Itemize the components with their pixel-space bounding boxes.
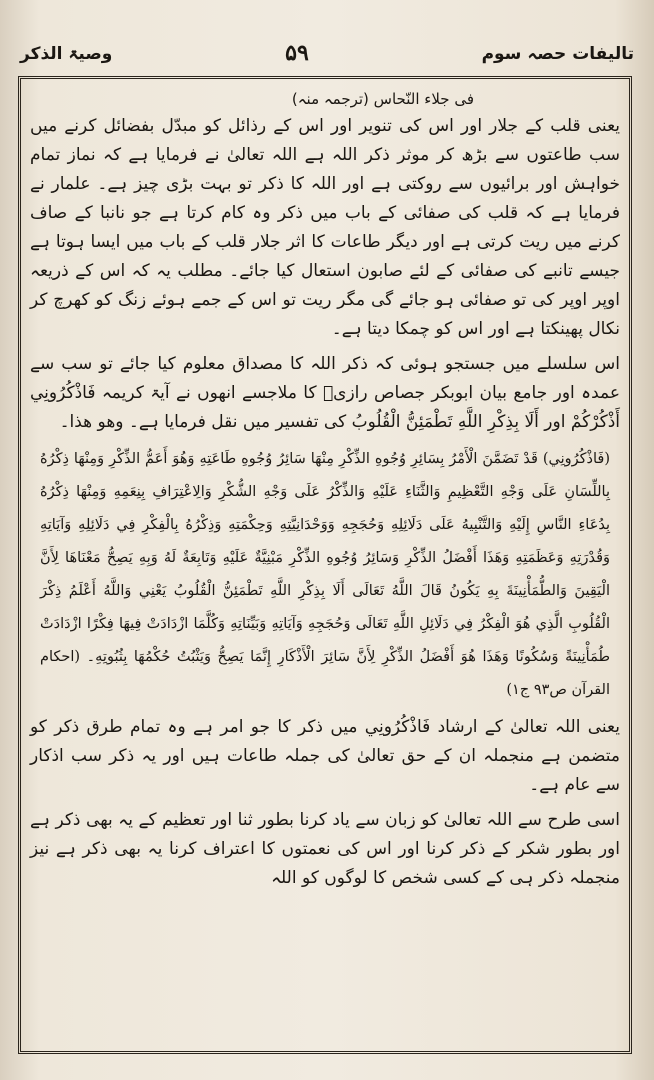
paragraph-1: یعنی قلب کے جلار اور اس کی تنویر اور اس کے رذائل کو مبدّل بفضائل کرنے میں سب طاعتوں سے بڑھ کر موثر ذکر اللہ ہے اللہ تعالیٰ نے فرمایا ہے کہ نماز تمام خواہش اور برائیوں سے روکتی ہے اور اللہ کا ذکر تو بہت بڑی چیز ہے۔ علمار نے فرمایا ہے کہ قلب کی صفائی کے باب میں ذکر وہ کام کرتا ہے جو نانبا کے صاف کرنے میں ریت کرتی ہے اور دیگر طاعات کا اثر جلار قلب کے باب میں ایسا ہوتا ہے جیسے تانبے کی صفائی کے لئے صابون استعال کیا جائے۔ مطلب یہ کہ اس کے ذریعہ اوپر اوپر کی تو صفائی ہو جائے گی مگر ریت تو اس کے جمے ہوئے زنگ کو کھرچ کر نکال پھینکتا ہے اور اس کو چمکا دیتا ہے۔ (30, 116, 620, 339)
page-body (26, 86, 624, 1046)
paragraph-3: یعنی اللہ تعالیٰ کے ارشاد فَاذْكُرُونِي میں ذکر کا جو امر ہے وہ تمام طرق ذکر کو متضمن ہے منجملہ ان کے حق تعالیٰ کی جملہ طاعات ہیں اور یہ ذکر سب اذکار سے عام ہے۔ (30, 717, 620, 795)
section-title: وصیۃ الذکر (20, 43, 113, 64)
book-title: تالیفات حصہ سوم (481, 43, 634, 64)
page-header (20, 36, 634, 70)
paragraph-2: اس سلسلے میں جستجو ہوئی کہ ذکر اللہ کا مصداق معلوم کیا جائے تو سب سے عمدہ اور جامع بیان ابوبکر جصاص رازیؒ کا ملاجسے انھوں نے آیۃ کریمہ فَاذْكُرُونِي أَذْكُرْكُمْ اور أَلَا بِذِكْرِ اللَّهِ تَطْمَئِنُّ الْقُلُوبُ کی تفسیر میں نقل فرمایا ہے۔ وھو ھذا۔ (30, 354, 620, 432)
page-number: ۵۹ (285, 40, 309, 66)
paragraph-4: اسی طرح سے اللہ تعالیٰ کو زبان سے یاد کرنا بطور ثنا اور تعظیم کے یہ بھی ذکر ہے اور بطور شکر کے ذکر کرنا اور اس کی نعمتوں کا اعتراف کرنا یہ بھی ذکر ہے نیز منجملہ ذکر ہی کے کسی شخص کا لوگوں کو اللہ (30, 810, 620, 888)
caption: فی جلاء النّحاس (ترجمہ منہ) (291, 90, 474, 108)
arabic-quotation: (فَاذْكُرُونِي) قَدْ تَضَمَّنَ الْأَمْرُ بِسَائِرِ وُجُوهِ الذِّكْرِ مِنْهَا سَائِرُ وُجُوهِ طَاعَتِهِ وَهُوَ أَعَمُّ الذِّكْرِ وَمِنْهَا ذِكْرُهُ بِاللِّسَانِ عَلَى وَجْهِ التَّعْظِيمِ وَالثَّنَاءِ عَلَيْهِ وَالذِّكْرُ عَلَى وَجْهِ الشُّكْرِ وَالِاعْتِرَافِ بِنِعَمِهِ وَمِنْهَا ذِكْرُهُ بِدُعَاءِ النَّاسِ إِلَيْهِ وَالتَّنْبِيهُ عَلَى دَلَائِلِهِ وَحُجَجِهِ وَوَحْدَانِيَّتِهِ وَحِكْمَتِهِ وَذِكْرُهُ بِالْفِكْرِ فِي دَلَائِلِهِ وَآيَاتِهِ وَقُدْرَتِهِ وَعَظَمَتِهِ وَهَذَا أَفْضَلُ الذِّكْرِ وَسَائِرُ وُجُوهِ الذِّكْرِ مَبْنِيَّةٌ عَلَيْهِ وَتَابِعَةٌ لَهُ وَبِهِ يَصِحُّ مَعْنَاهَا لِأَنَّ الْيَقِينَ وَالطُّمَأْنِينَةَ بِهِ يَكُونُ قَالَ اللَّهُ تَعَالَى أَلَا بِذِكْرِ اللَّهِ تَطْمَئِنُّ الْقُلُوبُ يَعْنِي وَاللَّهُ أَعْلَمُ ذِكْرَ الْقُلُوبِ الَّذِي هُوَ الْفِكْرُ فِي دَلَائِلِ اللَّهِ تَعَالَى وَحُجَجِهِ وَآيَاتِهِ وَبَيِّنَاتِهِ وَكُلَّمَا ازْدَادَتْ فِيهَا فِكْرًا ازْدَادَتْ طُمَأْنِينَةً وَسُكُونًا وَهَذَا هُوَ أَفْضَلُ الذِّكْرِ لِأَنَّ سَائِرَ الْأَذْكَارِ إِنَّمَا يَصِحُّ وَيَثْبُتُ حُكْمُهَا بِثُبُوتِهِ۔ (احکام القرآن ص۹۳ ج۱) (40, 451, 610, 698)
